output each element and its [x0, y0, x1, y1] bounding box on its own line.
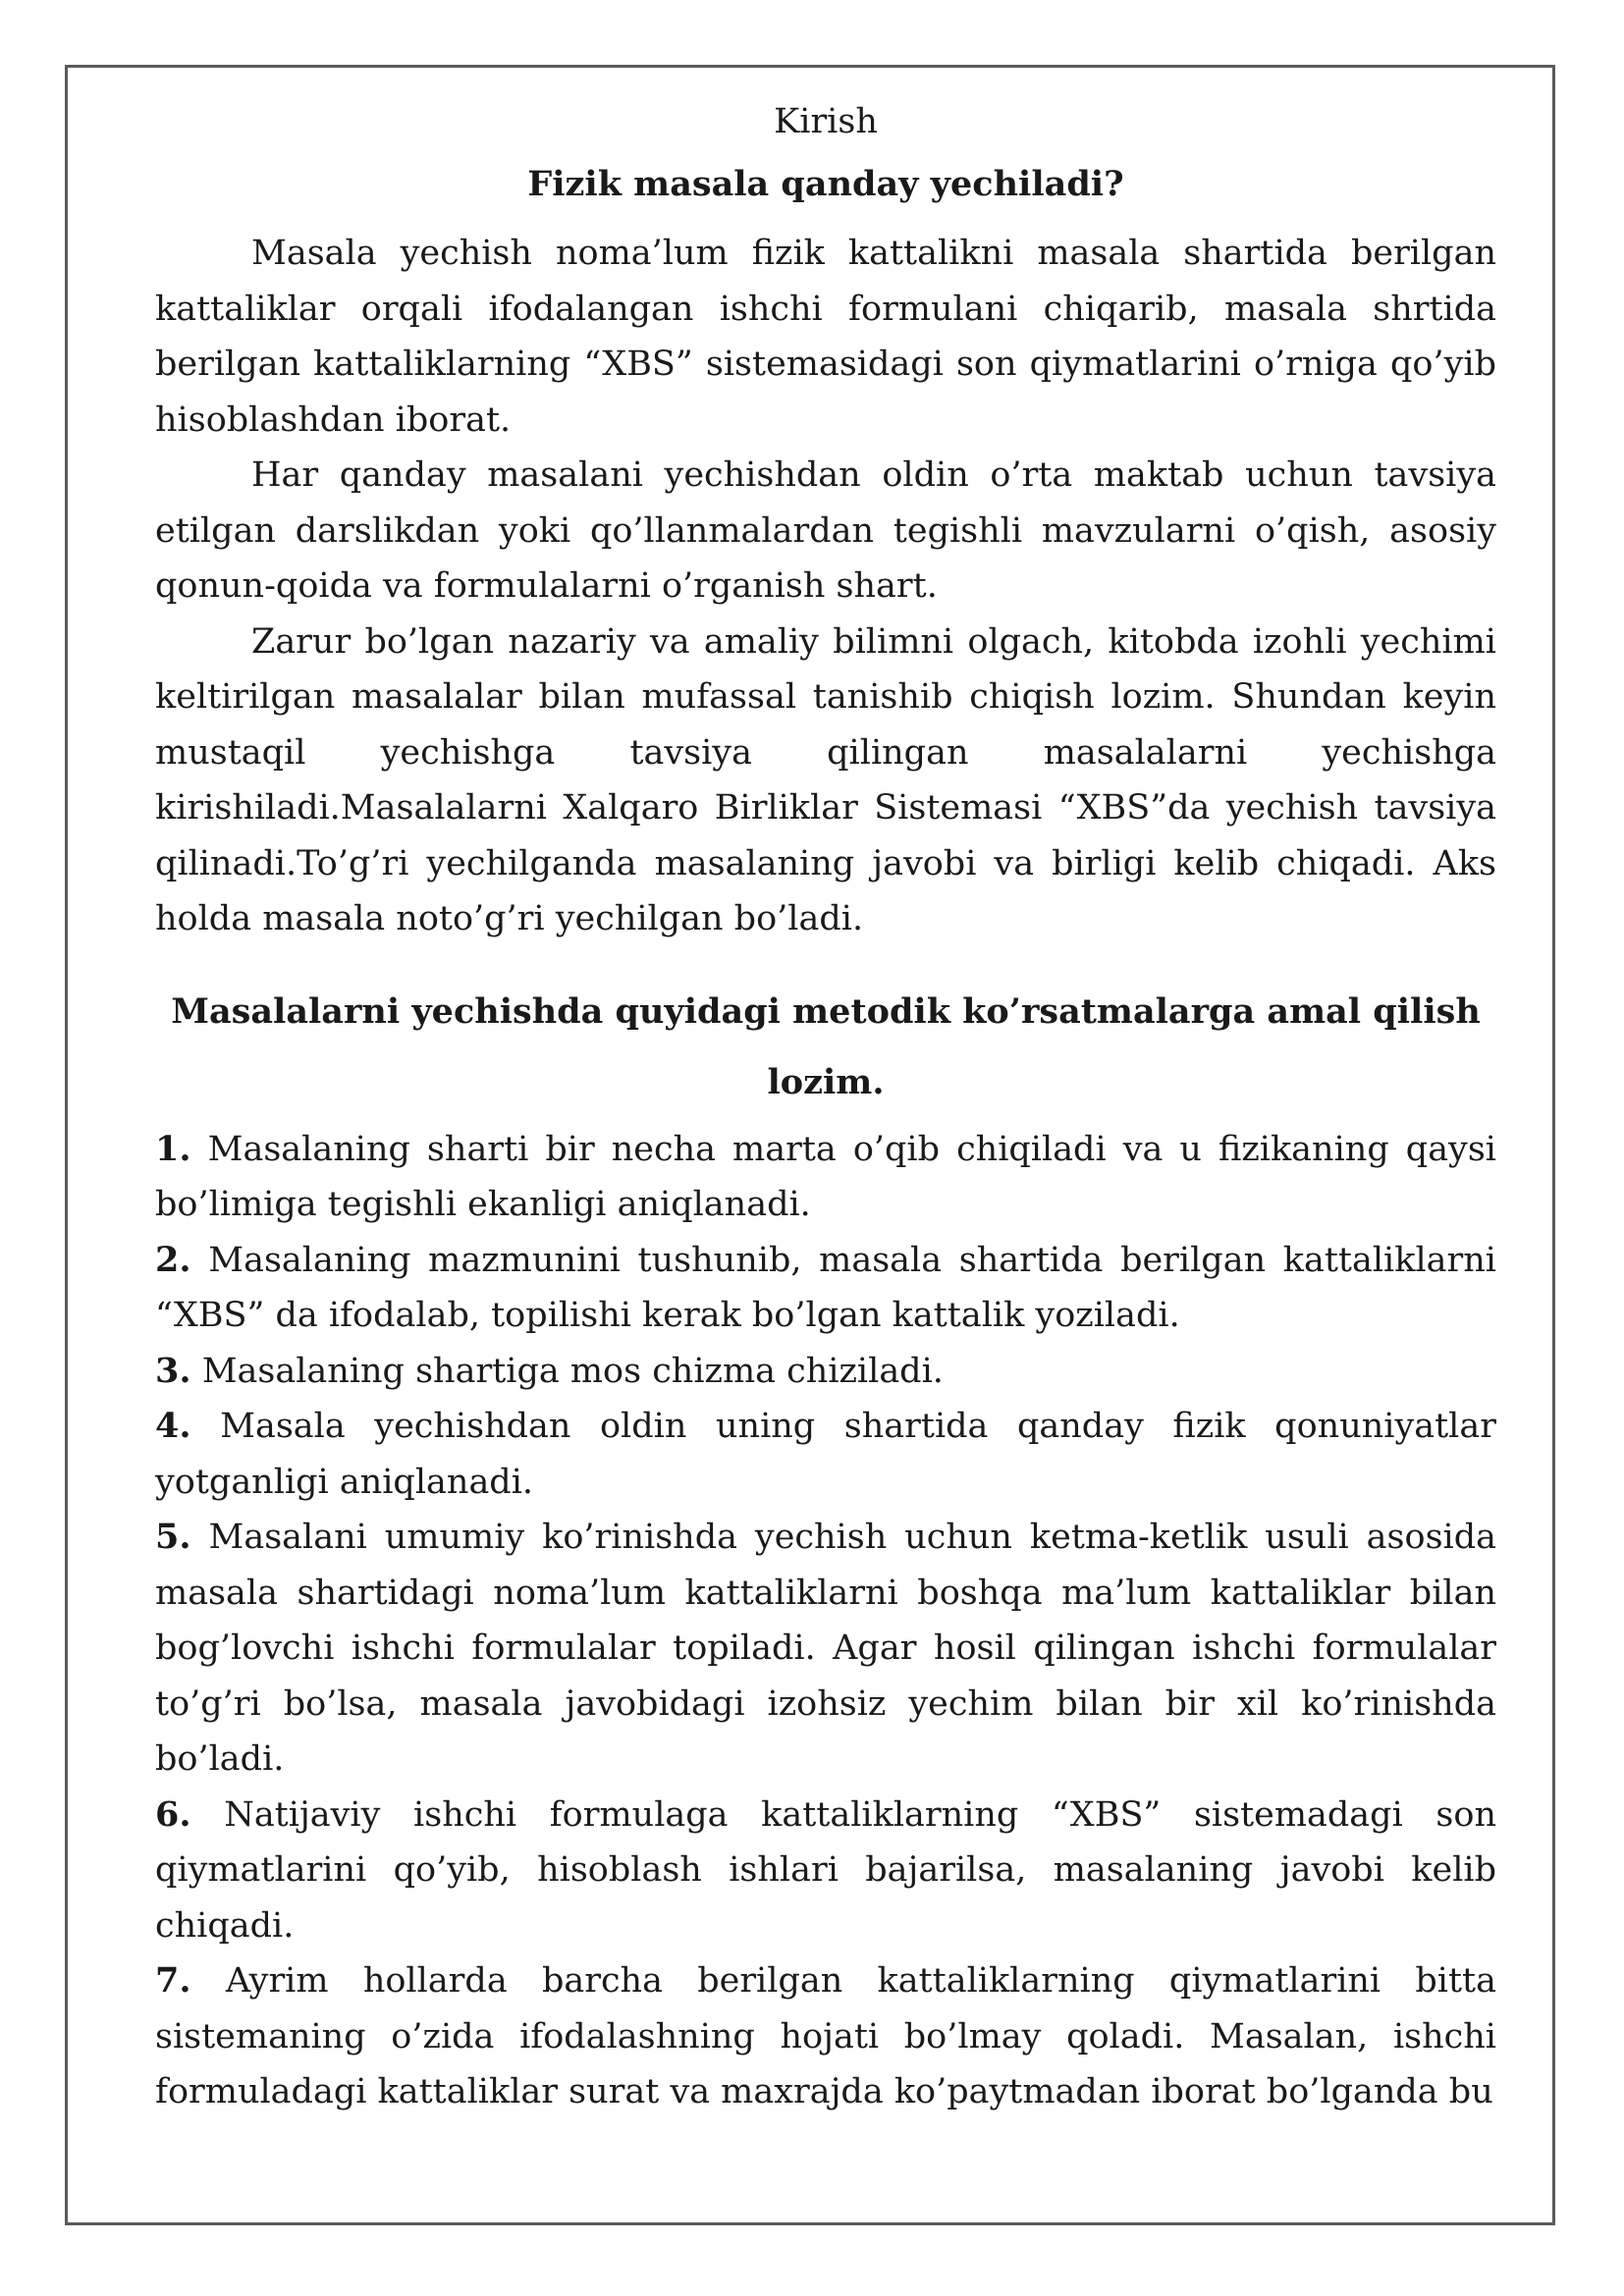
list-item-text: Masalaning shartiga mos chizma chiziladi.: [201, 1351, 944, 1391]
list-item-number: 4.: [155, 1406, 191, 1446]
list-item-text: Ayrim hollarda barcha berilgan kattaliklarning qiymatlarini bitta sistemaning o’zida ifodalashning hojati bo’lmay qoladi. Masalan, ishchi formuladagi kattaliklar surat va maxrajda ko’paytmadan iborat bo’lganda bu: [155, 1961, 1496, 2111]
list-item: [155, 1233, 1496, 1344]
section-label: Kirish: [774, 102, 878, 141]
list-item-number: 5.: [155, 1517, 191, 1557]
list-item-number: 2.: [155, 1239, 191, 1280]
section-heading: Masalalarni yechishda quyidagi metodik ko’rsatmalarga amal qilish lozim.: [171, 990, 1481, 1102]
list-item-text: Masalani umumiy ko’rinishda yechish uchun ketma-ketlik usuli asosida masala shartidagi noma’lum kattaliklarni boshqa ma’lum kattaliklar bilan bog’lovchi ishchi formulalar topiladi. Agar hosil qilingan ishchi formulalar to’g’ri bo’lsa, masala javobidagi izohsiz yechim bilan bir xil ko’rinishda bo’ladi.: [155, 1518, 1496, 1779]
list-item-text: Masalaning mazmunini tushunib, masala shartida berilgan kattaliklarni “XBS” da ifodalab, topilishi kerak bo’lgan kattalik yoziladi.: [155, 1240, 1496, 1335]
list-item: [155, 1953, 1496, 2120]
list-item-number: 1.: [155, 1128, 191, 1169]
list-item-number: 3.: [155, 1350, 191, 1391]
list-item-text: Masala yechishdan oldin uning shartida qanday fizik qonuniyatlar yotganligi aniqlanadi.: [155, 1407, 1496, 1502]
list-item-number: 7.: [155, 1960, 191, 2001]
document-body: [155, 94, 1496, 2120]
list-item-text: Natijaviy ishchi formulaga kattaliklarning “XBS” sistemadagi son qiymatlarini qo’yib, hisoblash ishlari bajarilsa, masalaning javobi kelib chiqadi.: [155, 1794, 1496, 1946]
list-item-text: Masalaning sharti bir necha marta o’qib chiqiladi va u fizikaning qaysi bo’limiga tegishli ekanligi aniqlanadi.: [155, 1129, 1496, 1224]
list-item: [155, 1399, 1496, 1510]
list-item: [155, 1510, 1496, 1788]
list-item: [155, 1344, 1496, 1400]
list-item: [155, 1788, 1496, 1954]
list-item: [155, 1122, 1496, 1233]
paragraph: Masala yechish noma’lum fizik kattalikni masala shartida berilgan kattaliklar orqali ifodalangan ishchi formulani chiqarib, masala shrtida berilgan kattaliklarning “XBS” sistemasidagi son qiymatlarini o’rniga qo’yib hisoblashdan iborat.: [155, 234, 1496, 440]
list-item-number: 6.: [155, 1793, 191, 1835]
page-title: Fizik masala qanday yechiladi?: [527, 164, 1124, 204]
paragraph: Har qanday masalani yechishdan oldin o’rta maktab uchun tavsiya etilgan darslikdan yoki qo’llanmalardan tegishli mavzularni o’qish, asosiy qonun-qoida va formulalarni o’rganish shart.: [155, 455, 1496, 606]
paragraph: Zarur bo’lgan nazariy va amaliy bilimni olgach, kitobda izohli yechimi keltirilgan masalalar bilan mufassal tanishib chiqish lozim. Shundan keyin mustaqil yechishga tavsiya qilingan masalalarni yechishga kirishiladi.Masalalarni Xalqaro Birliklar Sistemasi “XBS”da yechish tavsiya qilinadi.To’g’ri yechilganda masalaning javobi va birligi kelib chiqadi. Aks holda masala noto’g’ri yechilgan bo’ladi.: [155, 621, 1496, 938]
